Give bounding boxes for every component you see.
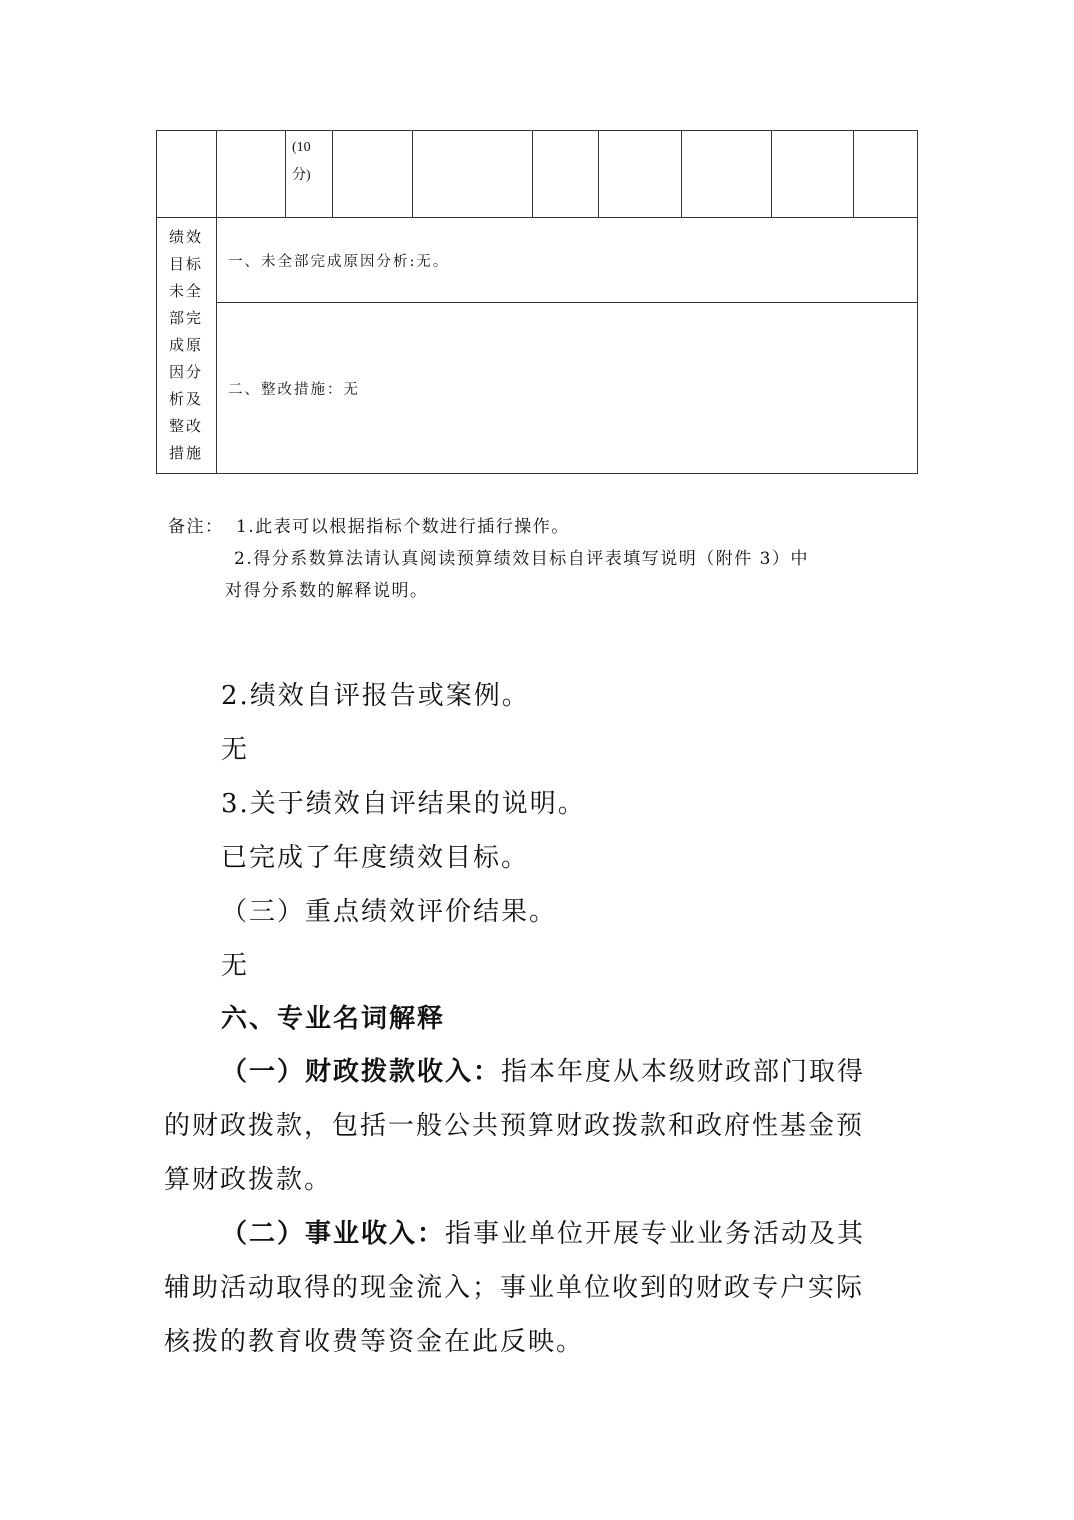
column-divider	[285, 130, 286, 217]
paragraph: 无	[221, 735, 250, 765]
label-line: 未全	[168, 282, 203, 300]
term-paragraph-line: 算财政拨款。	[164, 1165, 333, 1195]
note-prefix: 备注：	[168, 517, 224, 537]
table-border-top	[156, 130, 918, 131]
term-title: （二）事业收入：	[221, 1219, 446, 1249]
score-cell-line: (10	[292, 140, 311, 155]
column-divider	[771, 130, 772, 217]
unfinished-reason-text: 一、未全部完成原因分析:无。	[228, 254, 450, 270]
paragraph: 已完成了年度绩效目标。	[221, 843, 530, 873]
paragraph: 3.关于绩效自评结果的说明。	[221, 789, 586, 819]
table-border-bottom	[156, 473, 918, 474]
row-divider	[156, 217, 918, 218]
term-definition: 指事业单位开展专业业务活动及其	[445, 1219, 866, 1249]
term-title: （一）财政拨款收入：	[221, 1057, 502, 1087]
term-paragraph-1	[221, 1051, 865, 1088]
note-line-2: 2.得分系数算法请认真阅读预算绩效目标自评表填写说明（附件 3）中	[234, 549, 809, 569]
label-line: 成原	[168, 336, 203, 354]
score-cell	[292, 134, 332, 190]
term-paragraph-line: 辅助活动取得的现金流入；事业单位收到的财政专户实际	[164, 1273, 865, 1303]
column-divider	[598, 130, 599, 217]
column-divider	[412, 130, 413, 217]
note-line-1: 1.此表可以根据指标个数进行插行操作。	[236, 517, 570, 537]
label-line: 因分	[168, 363, 203, 381]
label-line: 绩效	[168, 228, 203, 246]
note-line-3: 对得分系数的解释说明。	[225, 581, 429, 601]
performance-table	[156, 130, 918, 474]
paragraph: （三）重点绩效评价结果。	[221, 897, 558, 927]
term-paragraph-2	[221, 1213, 865, 1250]
rectification-text: 二、整改措施：无	[228, 382, 360, 398]
paragraph: 2.绩效自评报告或案例。	[221, 681, 530, 711]
column-divider	[332, 130, 333, 217]
label-line: 措施	[168, 444, 203, 462]
term-definition: 指本年度从本级财政部门取得	[501, 1057, 866, 1087]
column-divider	[853, 130, 854, 217]
term-paragraph-line: 核拨的教育收费等资金在此反映。	[164, 1327, 585, 1357]
column-divider	[532, 130, 533, 217]
row-divider	[216, 302, 918, 303]
column-divider	[216, 130, 217, 474]
column-divider	[681, 130, 682, 217]
row-label-cell	[156, 224, 216, 467]
section-heading: 六、专业名词解释	[221, 1004, 446, 1034]
term-paragraph-line: 的财政拨款，包括一般公共预算财政拨款和政府性基金预	[164, 1111, 865, 1141]
label-line: 目标	[168, 255, 203, 273]
label-line: 整改	[168, 417, 203, 435]
label-line: 析及	[168, 390, 203, 408]
paragraph: 无	[221, 951, 250, 981]
label-line: 部完	[168, 309, 203, 327]
score-cell-line: 分)	[292, 168, 311, 183]
